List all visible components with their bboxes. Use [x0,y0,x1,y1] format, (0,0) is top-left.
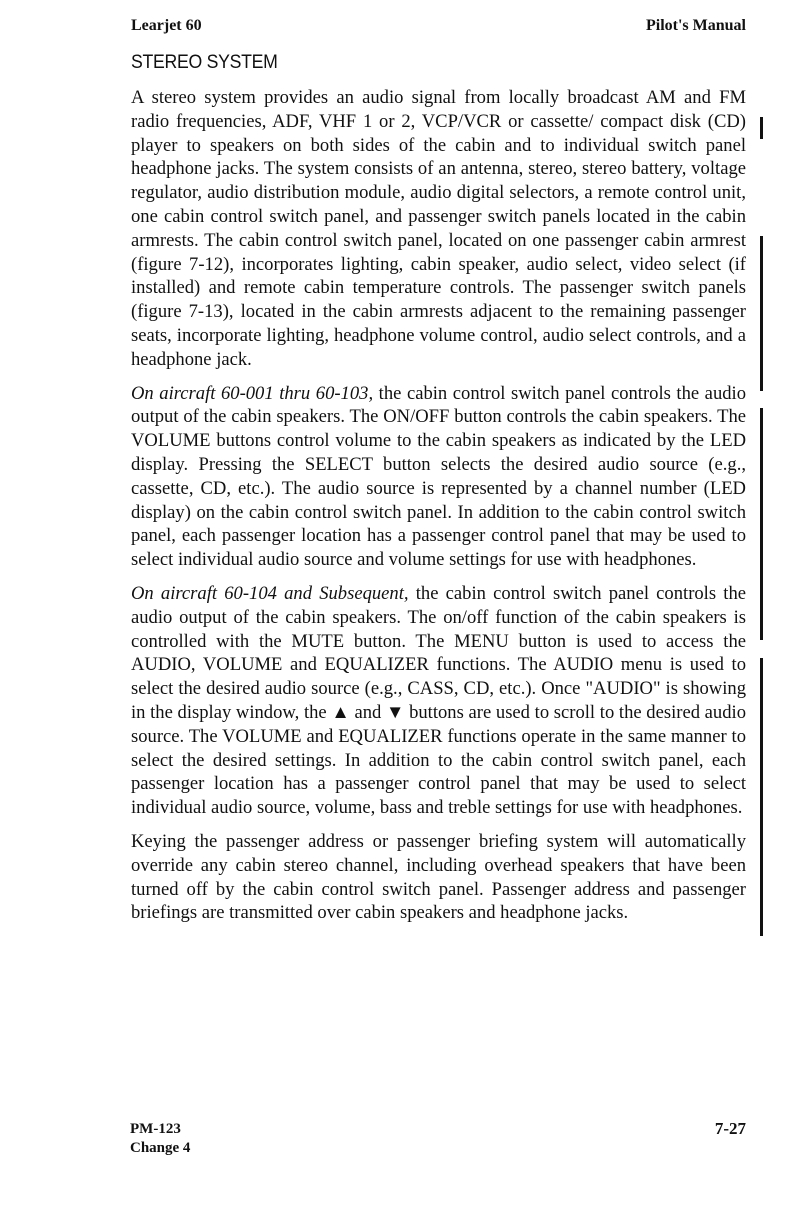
paragraph-override [131,830,746,925]
revision-bar [760,236,763,391]
paragraph-overview-text: A stereo system provides an audio signal from locally broadcast AM and FM radio frequencies, ADF, VHF 1 or 2, VCP/VCR or cassette/ compact disk (CD) player to speakers on both sides of the cabin and to individual switch panel headphone jacks. The system consists of an antenna, stereo, stereo battery, voltage regulator, audio distribution module, audio digital selectors, a remote control unit, one cabin control switch panel, and passenger switch panels located in the cabin armrests. The cabin control switch panel, located on one passenger cabin armrest (figure 7-12), incorporates lighting, cabin speaker, audio select, video select (if installed) and remote cabin temperature controls. The passenger switch panels (figure 7-13), located in the cabin armrests adjacent to the remaining passenger seats, incorporate lighting, headphone volume control, audio select controls, and a headphone jack. [131,87,746,370]
paragraph-early-aircraft [131,382,746,572]
paragraph-overview [131,86,746,372]
paragraph-early-aircraft-lead-in: On aircraft 60-001 thru 60-103, [131,382,374,404]
paragraph-later-aircraft-lead-in: On aircraft 60-104 and Subsequent, [131,582,409,604]
paragraph-override-text: Keying the passenger address or passenger briefing system will automatically override any cabin stereo channel, including overhead speakers that have been turned off by the cabin control switch panel. Passenger address and passenger briefings are transmitted over cabin speakers and headphone jacks. [131,830,746,924]
paragraph-later-aircraft-text: the cabin control switch panel controls the audio output of the cabin speakers. The on/off function of the cabin speakers is controlled with the MUTE button. The MENU button is used to access the AUDIO, VOLUME and EQUALIZER functions. The AUDIO menu is used to select the desired audio source (e.g., CASS, CD, etc.). Once "AUDIO" is showing in the display window, the ▲ and ▼ buttons are used to scroll to the desired audio source. The VOLUME and EQUALIZER functions operate in the same manner to select the desired settings. In addition to the cabin control switch panel, each passenger location has a passenger control panel that may be used to select individual audio source, volume, bass and treble settings for use with headphones. [131,582,746,819]
revision-bar [760,408,763,640]
footer-change-level: Change 4 [130,1140,191,1156]
paragraph-later-aircraft [131,582,746,820]
revision-bar [760,117,763,139]
body-text [131,86,746,935]
header-aircraft-model: Learjet 60 [131,17,202,34]
paragraph-early-aircraft-text: the cabin control switch panel controls the audio output of the cabin speakers. The ON/OFF button controls the cabin speakers. The VOLUME buttons control volume to the cabin speakers as indicated by the LED display. Pressing the SELECT button selects the desired audio source (e.g., cassette, CD, etc.). The audio source is represented by a channel number (LED display) on the cabin control switch panel. In addition to the cabin control switch panel, each passenger location has a passenger control panel that may be used to select individual audio source and volume settings for use with headphones. [131,382,746,571]
revision-bar [760,658,763,936]
footer-document-info [130,1120,190,1158]
footer-doc-number: PM-123 [130,1121,181,1137]
page-number: 7-27 [714,1119,746,1138]
section-title: STEREO SYSTEM [131,52,278,73]
header-manual-title: Pilot's Manual [645,17,746,34]
